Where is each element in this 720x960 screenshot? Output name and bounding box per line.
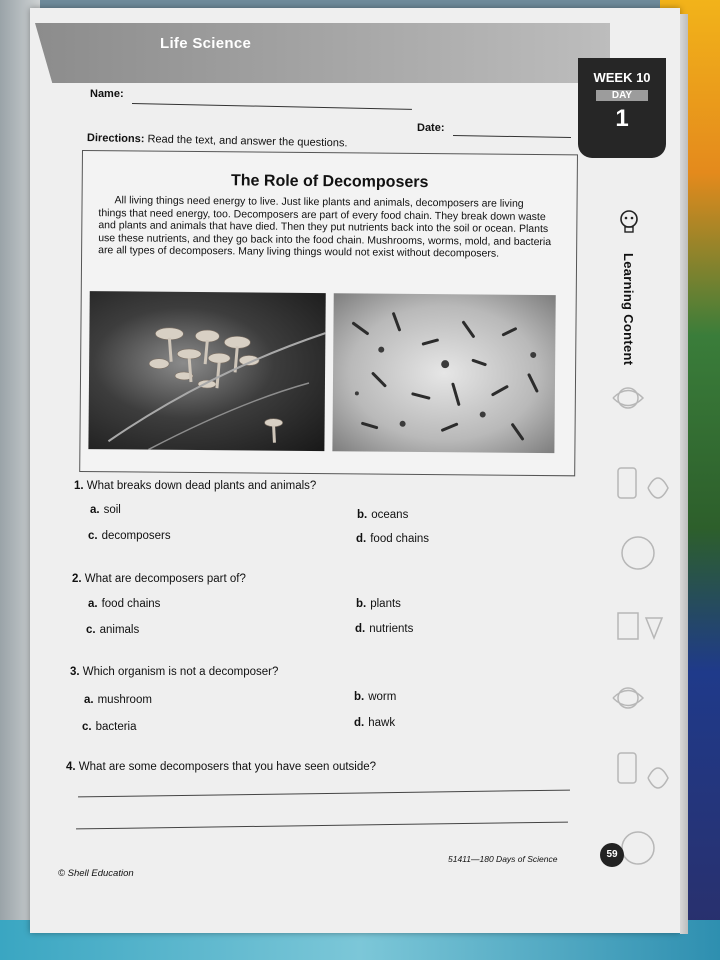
option-letter: d. (355, 623, 366, 635)
answer-option-3a[interactable] (84, 694, 152, 706)
header-banner (35, 23, 610, 83)
option-text: worm (368, 691, 397, 703)
option-text: food chains (101, 598, 161, 610)
page-number: 59 (600, 843, 624, 867)
page-edge (680, 14, 688, 934)
question-text: What are decomposers part of? (84, 573, 246, 585)
option-text: mushroom (97, 694, 152, 706)
answer-option-1c[interactable] (88, 530, 171, 542)
name-field-line[interactable] (132, 103, 412, 110)
option-text: nutrients (369, 623, 414, 635)
answer-option-3c[interactable] (82, 721, 137, 733)
subject-title: Life Science (160, 35, 252, 52)
publisher-credit: © Shell Education (58, 868, 134, 879)
question-number: 2. (72, 573, 82, 585)
question-text: What are some decomposers that you have seen outside? (78, 761, 377, 773)
directions-label: Directions: (86, 132, 145, 146)
name-label: Name: (90, 88, 124, 100)
answer-option-3b[interactable] (354, 691, 396, 703)
answer-line-2[interactable] (76, 822, 568, 830)
answer-option-2d[interactable] (355, 623, 413, 635)
option-text: hawk (368, 717, 396, 729)
option-letter: a. (84, 694, 94, 706)
day-number: 1 (615, 105, 629, 132)
option-letter: d. (354, 717, 365, 729)
option-letter: a. (88, 598, 98, 610)
option-letter: b. (356, 598, 367, 610)
answer-option-1b[interactable] (357, 509, 408, 521)
microbes-photo (332, 293, 555, 453)
mushrooms-photo (88, 291, 325, 451)
question-number: 1. (74, 480, 84, 492)
option-letter: c. (88, 530, 98, 542)
day-label: DAY (596, 90, 648, 101)
reading-passage-box (79, 150, 578, 476)
learning-content-label: Learning Content (621, 253, 636, 366)
option-letter: a. (90, 504, 100, 516)
option-text: decomposers (101, 530, 171, 542)
answer-option-3d[interactable] (354, 717, 395, 729)
workbook-page (30, 8, 680, 933)
question-number: 3. (70, 666, 80, 678)
option-letter: c. (82, 721, 92, 733)
answer-option-1d[interactable] (356, 533, 429, 545)
directions-text: Read the text, and answer the questions. (147, 133, 348, 150)
date-field-line[interactable] (453, 135, 571, 138)
option-letter: b. (354, 691, 365, 703)
science-doodle-icons (608, 378, 676, 888)
directions (87, 132, 348, 149)
question-2 (72, 573, 246, 585)
option-text: oceans (371, 509, 409, 521)
option-letter: c. (86, 624, 96, 636)
answer-option-1a[interactable] (90, 504, 121, 516)
answer-option-2a[interactable] (88, 598, 160, 610)
answer-option-2b[interactable] (356, 598, 401, 610)
option-letter: b. (357, 509, 368, 521)
question-text: Which organism is not a decomposer? (82, 666, 279, 678)
week-label: WEEK 10 (593, 70, 651, 85)
answer-line-1[interactable] (78, 790, 570, 798)
question-3 (70, 666, 278, 678)
option-text: animals (99, 624, 140, 636)
option-text: plants (370, 598, 401, 610)
passage-title: The Role of Decomposers (230, 172, 429, 192)
option-text: bacteria (95, 721, 137, 733)
book-reference: 51411—180 Days of Science (448, 854, 558, 864)
option-text: soil (103, 504, 121, 516)
passage-body: All living things need energy to live. Just like plants and animals, decomposers are living things that need energy, too. Decomposers are part of every food chain. They break down waste and plants and animals that have died. Then they put nutrients back into the soil or ocean. Plants use these nutrients, and they go back into the food chain. Mushrooms, worms, mold, and bacteria are all types of decomposers. Many living things would not exist without decomposers. (98, 194, 552, 260)
question-1 (74, 480, 316, 492)
question-4 (66, 761, 376, 773)
answer-option-2c[interactable] (86, 624, 139, 636)
lightbulb-icon (617, 208, 641, 234)
question-number: 4. (66, 761, 76, 773)
date-label: Date: (417, 122, 445, 134)
question-text: What breaks down dead plants and animals? (86, 480, 317, 492)
option-letter: d. (356, 533, 367, 545)
option-text: food chains (370, 533, 430, 545)
week-day-tab (578, 58, 666, 158)
